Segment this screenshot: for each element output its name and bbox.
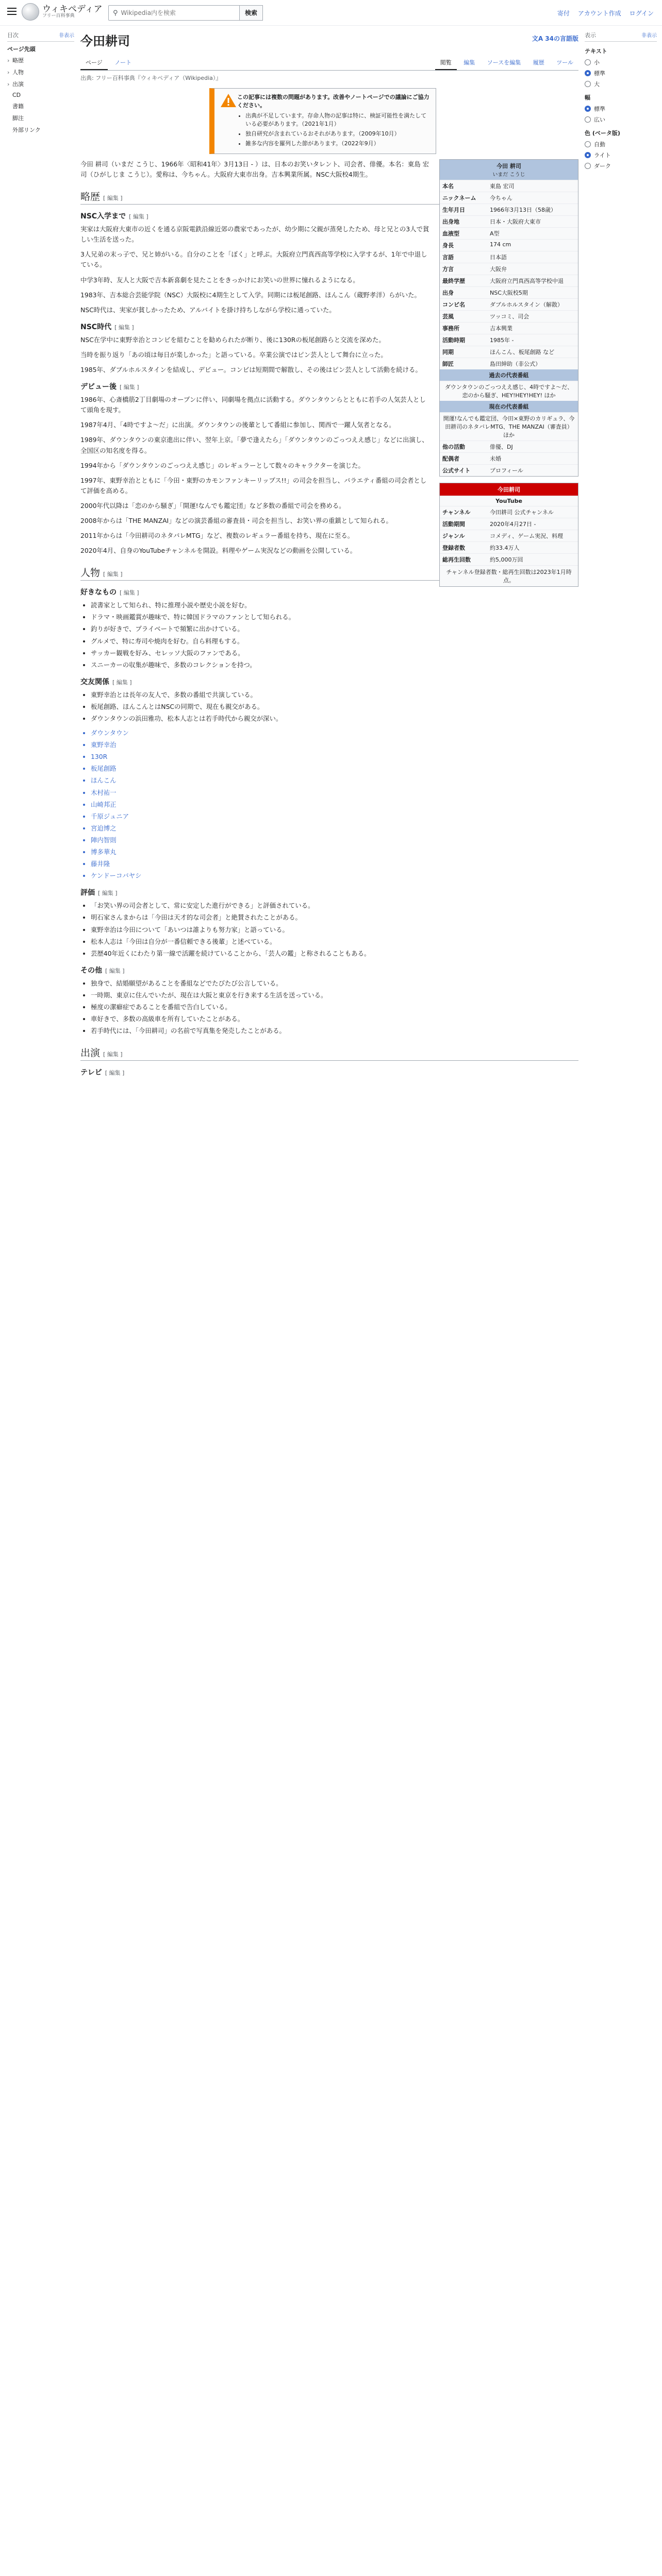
infobox-value: 大阪府立門真西高等学校中退 (490, 278, 564, 284)
youtube-key: 活動期間 (442, 521, 465, 528)
youtube-row (440, 506, 578, 518)
list-item: • 独身で、結婚願望があることを番組などでたびたび公言している。 (91, 978, 578, 989)
infobox-value: A型 (490, 230, 500, 237)
appearance-hide-button[interactable]: 非表示 (641, 33, 657, 39)
infobox-row (440, 334, 578, 346)
infobox (439, 159, 578, 477)
edit-link[interactable]: [ 編集 ] (103, 1051, 123, 1058)
edit-link[interactable]: [ 編集 ] (103, 195, 123, 202)
paragraph: 3人兄弟の末っ子で、兄と姉がいる。自分のことを「ぼく」と呼ぶ。大阪府立門真西高等学校に入学するが、1年で中退している。 (80, 250, 427, 269)
youtube-row (440, 541, 578, 553)
infobox-section-current: 現在の代表番組 (440, 401, 578, 412)
list-item: • サッカー観戦を好み、セレッソ大阪のファンである。 (91, 648, 578, 658)
friend-link[interactable]: • ダウンタウン (91, 728, 578, 738)
notice-title: この記事には複数の問題があります。改善やノートページでの議論にご協力ください。 (237, 94, 429, 109)
infobox-row (440, 275, 578, 286)
page-tabs (80, 55, 578, 71)
paragraph: 1986年、心斎橋筋2丁目劇場のオープンに伴い、同劇場を拠点に活動する。ダウンタウンらとともに若手の人気芸人として頭角を現す。 (80, 396, 426, 414)
infobox-key: 同期 (442, 349, 454, 355)
infobox-value: ツッコミ、司会 (490, 313, 529, 320)
lead-paragraph: 今田 耕司（いまだ こうじ、1966年〈昭和41年〉3月13日 - ）は、日本のお笑いタレント、司会者、俳優。本名：東島 宏司（ひがしじま こうじ）。愛称は、今ちゃん。大阪府大東市出身。吉本興業所属。NSC大阪校4期生。 (80, 160, 429, 179)
section-appearances: 出演 [ 編集 ] (80, 1045, 578, 1061)
friend-link[interactable]: • ケンドーコバヤシ (91, 871, 578, 881)
toc-hide-button[interactable]: 非表示 (59, 33, 74, 39)
infobox-key: 配偶者 (442, 455, 459, 462)
color-dark[interactable]: ダーク (585, 162, 657, 170)
infobox-value: 174 cm (490, 241, 511, 248)
infobox-key: 血液型 (442, 230, 459, 237)
infobox-key: 本名 (442, 183, 454, 190)
search-input[interactable] (120, 9, 234, 17)
infobox-row (440, 204, 578, 215)
friend-link[interactable]: • 山崎邦正 (91, 800, 578, 810)
tab-talk[interactable]: ノート (114, 59, 131, 66)
search-button[interactable]: 検索 (240, 5, 263, 21)
friend-link[interactable]: • 宮迫博之 (91, 823, 578, 834)
paragraph: 1994年から「ダウンタウンのごっつええ感じ」のレギュラーとして数々のキャラクターを演じた。 (80, 461, 365, 469)
login-link[interactable]: ログイン (629, 10, 654, 17)
paragraph: 当時を振り返り「あの頃は毎日が楽しかった」と語っている。卒業公演ではピン芸人として舞台に立った。 (80, 350, 387, 359)
list-item: • 読書家として知られ、特に推理小説や歴史小説を好む。 (91, 600, 578, 611)
paragraph: 1985年、ダブルホルスタインを結成し、デビュー。コンビは短期間で解散し、その後はピン芸人として活動を続ける。 (80, 366, 422, 374)
friend-link[interactable]: • 藤井隆 (91, 859, 578, 869)
chevron-right-icon[interactable]: › (7, 69, 10, 76)
youtube-infobox (439, 483, 578, 587)
list-item: • 釣りが好きで、プライベートで頻繁に出かけている。 (91, 624, 578, 634)
youtube-platform: YouTube (495, 498, 522, 504)
width-standard[interactable]: 標準 (585, 105, 657, 113)
infobox-value: プロフィール (490, 467, 523, 474)
wikipedia-globe-icon (22, 3, 39, 21)
edit-link[interactable]: [ 編集 ] (105, 1070, 125, 1077)
list-item: • 「お笑い界の司会者として、常に安定した進行ができる」と評価されている。 (91, 901, 578, 911)
infobox-key: 生年月日 (442, 207, 465, 213)
friend-link[interactable]: • 東野幸治 (91, 740, 578, 750)
youtube-title: 今田耕司 (440, 483, 578, 496)
paragraph: 実家は大阪府大東市の近くを通る京阪電鉄沿線近郊の農家であったが、幼少期に父親が蒸発したため、母と兄との3人で貧しい生活を送った。 (80, 225, 429, 244)
list-item: • 板尾創路、ほんこんとはNSCの同期で、現在も親交がある。 (91, 702, 578, 712)
logo-title: ウィキペディア (42, 4, 103, 14)
toc-item[interactable]: 脚注 (12, 115, 24, 122)
youtube-footnote: チャンネル登録者数・総再生回数は2023年1月時点。 (440, 565, 578, 586)
infobox-key: 言語 (442, 254, 454, 261)
user-links (551, 9, 654, 18)
infobox-key: 他の活動 (442, 444, 465, 450)
table-of-contents (7, 31, 74, 138)
appearance-heading: 表示 (585, 32, 596, 39)
youtube-value: コメディ、ゲーム実況、料理 (490, 533, 564, 539)
notice-item: • 出典が不足しています。存命人物の記事は特に、検証可能性を満たしている必要があります。（2021年1月） (245, 111, 431, 128)
section-friends: 交友関係 [ 編集 ] (80, 677, 132, 686)
paragraph: NSC時代は、実家が貧しかったため、アルバイトを掛け持ちしながら学校に通っていた。 (80, 306, 336, 314)
infobox-row (440, 251, 578, 263)
tab-read[interactable]: 閲覧 (435, 55, 457, 70)
infobox-row (440, 440, 578, 452)
infobox-value: 日本語 (490, 254, 507, 261)
toc-item[interactable]: › 出演 (7, 81, 24, 88)
edit-link[interactable]: [ 編集 ] (98, 890, 118, 897)
header (0, 0, 662, 26)
paragraph: 1989年、ダウンタウンの東京進出に伴い、翌年上京。「夢で逢えたら」「ダウンタウンのごっつええ感じ」などに出演し、全国区の知名度を得る。 (80, 436, 428, 454)
chevron-right-icon[interactable]: › (7, 57, 10, 64)
paragraph: 2000年代以降は「恋のから騒ぎ」「開運!なんでも鑑定団」など多数の番組で司会を務める。 (80, 501, 345, 510)
infobox-value: ダブルホルスタイン（解散） (490, 301, 564, 308)
section-nsc: NSC入学まで [ 編集 ] (80, 212, 148, 221)
tab-edit-source[interactable]: ソースを編集 (487, 59, 521, 66)
article (80, 31, 578, 1080)
infobox-row (440, 310, 578, 322)
edit-link[interactable]: [ 編集 ] (105, 967, 125, 974)
infobox-key: 師匠 (442, 361, 454, 367)
paragraph: 1997年、東野幸治とともに「今田・東野のカモンファンキーリップス!!」の司会を担当し、バラエティ番組の司会者として評価を高める。 (80, 476, 427, 495)
list-item: • 明石家さんまからは「今田は天才的な司会者」と絶賛されたことがある。 (91, 912, 578, 923)
infobox-row (440, 464, 578, 476)
infobox-row (440, 192, 578, 204)
friend-link[interactable]: • 陣内智則 (91, 835, 578, 845)
notice-item: • 雑多な内容を羅列した節があります。（2022年9月） (245, 139, 431, 147)
infobox-value: 吉本興業 (490, 325, 512, 332)
infobox-value: 俳優、DJ (490, 444, 513, 450)
infobox-value: 1966年3月13日（58歳） (490, 207, 556, 213)
infobox-row (440, 227, 578, 239)
section-person: 人物 [ 編集 ] (80, 565, 578, 581)
edit-link[interactable]: [ 編集 ] (129, 213, 148, 221)
infobox-row (440, 180, 578, 192)
appearance-panel (585, 31, 657, 173)
infobox-title: 今田 耕司 いまだ こうじ (440, 160, 578, 180)
paragraph: 2020年4月、自身のYouTubeチャンネルを開設。料理やゲーム実況などの動画を公開している。 (80, 547, 357, 555)
section-tv: テレビ [ 編集 ] (80, 1069, 125, 1077)
color-light[interactable]: ライト (585, 151, 657, 159)
section-history: 略歴 [ 編集 ] (80, 189, 578, 205)
infobox-row (440, 452, 578, 464)
chevron-right-icon[interactable]: › (7, 81, 10, 88)
infobox-key: 最終学歴 (442, 278, 465, 284)
friend-link[interactable]: • ほんこん (91, 775, 578, 786)
infobox-key: 公式サイト (442, 467, 471, 474)
infobox-value: 島田紳助（非公式） (490, 361, 541, 367)
site-subtitle: 出典: フリー百科事典『ウィキペディア（Wikipedia）』 (80, 75, 222, 81)
infobox-row (440, 286, 578, 298)
list-item: • 東野幸治とは長年の友人で、多数の番組で共演している。 (91, 690, 578, 700)
list-item: • グルメで、特に寿司や焼肉を好む。自ら料理もする。 (91, 636, 578, 647)
edit-link[interactable]: [ 編集 ] (103, 571, 123, 578)
friend-link[interactable]: • 博多華丸 (91, 847, 578, 857)
color-label: 色 (ベータ版) (585, 130, 620, 137)
infobox-row (440, 358, 578, 369)
infobox-value: NSC大阪校5期 (490, 290, 528, 296)
notice-item: • 独自研究が含まれているおそれがあります。（2009年10月） (245, 129, 431, 138)
youtube-value: 今田耕司 公式チャンネル (490, 509, 554, 516)
infobox-row (440, 346, 578, 358)
infobox-past-programs: ダウンタウンのごっつええ感じ、4時ですよ〜だ、恋のから騒ぎ、HEY!HEY!HEY! ほか (444, 384, 573, 399)
toc-item[interactable]: 外部リンク (12, 127, 41, 133)
infobox-row (440, 263, 578, 275)
infobox-key: 出身地 (442, 218, 459, 225)
infobox-row (440, 322, 578, 334)
site-logo[interactable] (22, 3, 103, 21)
warning-icon (220, 93, 237, 108)
width-wide[interactable]: 広い (585, 115, 657, 124)
list-item: • 極度の潔癖症であることを番組で告白している。 (91, 1002, 578, 1012)
list-item: • 芸歴40年近くにわたり第一線で活躍を続けていることから、「芸人の鑑」と称されることもある。 (91, 948, 578, 959)
toc-item[interactable]: CD (12, 92, 21, 98)
youtube-row (440, 518, 578, 530)
infobox-key: 事務所 (442, 325, 459, 332)
infobox-value: 未婚 (490, 455, 501, 462)
list-item: • 松本人志は「今田は自分が一番信頼できる後輩」と述べている。 (91, 937, 578, 947)
infobox-value: 今ちゃん (490, 195, 512, 201)
infobox-section-past: 過去の代表番組 (440, 369, 578, 381)
toc-item[interactable]: › 人物 (7, 69, 24, 76)
language-button[interactable]: 文A 34の言語版 (532, 35, 578, 42)
infobox-row (440, 215, 578, 227)
edit-link[interactable]: [ 編集 ] (120, 589, 139, 597)
list-item: • 車好きで、多数の高級車を所有していたことがある。 (91, 1014, 578, 1024)
infobox-row (440, 239, 578, 251)
infobox-row (440, 298, 578, 310)
list-item: • スニーカーの収集が趣味で、多数のコレクションを持つ。 (91, 660, 578, 670)
youtube-value: 約33.4万人 (490, 545, 520, 551)
text-size-large[interactable]: 大 (585, 80, 657, 88)
toc-top[interactable]: ページ先頭 (7, 46, 36, 53)
list-item: • 一時期、東京に住んでいたが、現在は大阪と東京を行き来する生活を送っている。 (91, 990, 578, 1001)
width-label: 幅 (585, 94, 590, 101)
section-other: その他 [ 編集 ] (80, 966, 125, 975)
infobox-key: 活動時期 (442, 337, 465, 344)
color-auto[interactable]: 自動 (585, 140, 657, 148)
toc-heading: 目次 (7, 32, 19, 39)
infobox-value: 東島 宏司 (490, 183, 515, 190)
infobox-key: 芸風 (442, 313, 454, 320)
infobox-value: ほんこん、板尾創路 など (490, 349, 555, 355)
paragraph: 中学3年時、友人と大阪で吉本新喜劇を見たことをきっかけにお笑いの世界に憧れるようになる。 (80, 276, 359, 284)
section-nsc-era: NSC時代 [ 編集 ] (80, 323, 134, 331)
tab-tools[interactable]: ツール (556, 59, 573, 66)
section-likes: 好きなもの [ 編集 ] (80, 588, 139, 597)
infobox-key: 身長 (442, 242, 454, 249)
text-size-standard[interactable]: 標準 (585, 69, 657, 77)
youtube-value: 約5,000万回 (490, 556, 523, 563)
search-form (108, 5, 263, 21)
edit-link[interactable]: [ 編集 ] (114, 324, 134, 331)
translate-icon: 文A (532, 35, 545, 42)
paragraph: 2008年からは「THE MANZAI」などの演芸番組の審査員・司会を担当し、お笑い界の重鎮として知られる。 (80, 516, 392, 524)
list-item: • ドラマ・映画鑑賞が趣味で、特に韓国ドラマのファンとして知られる。 (91, 612, 578, 622)
section-eval: 評価 [ 編集 ] (80, 889, 118, 897)
youtube-key: ジャンル (442, 533, 465, 539)
infobox-key: ニックネーム (442, 195, 476, 201)
infobox-key: 出身 (442, 290, 454, 296)
infobox-key: コンビ名 (442, 301, 465, 308)
main-menu-button[interactable] (7, 8, 16, 15)
youtube-row (440, 553, 578, 565)
youtube-row (440, 530, 578, 541)
donate-link[interactable]: 寄付 (557, 10, 570, 17)
friend-link[interactable]: • 板尾創路 (91, 764, 578, 774)
maintenance-notice (209, 88, 436, 154)
text-size-label: テキスト (585, 48, 607, 55)
text-size-small[interactable]: 小 (585, 58, 657, 66)
paragraph: 1983年、吉本総合芸能学院（NSC）大阪校に4期生として入学。同期には板尾創路、ほんこん（蔵野孝洋）らがいた。 (80, 291, 421, 299)
tab-edit[interactable]: 編集 (464, 59, 475, 66)
youtube-value: 2020年4月27日 - (490, 521, 536, 528)
edit-link[interactable]: [ 編集 ] (112, 679, 132, 686)
infobox-key: 方言 (442, 266, 454, 273)
list-item: • ダウンタウンの浜田雅功、松本人志とは若手時代から親交が深い。 (91, 714, 578, 724)
youtube-key: 総再生回数 (442, 556, 471, 563)
edit-link[interactable]: [ 編集 ] (120, 384, 139, 391)
tab-history[interactable]: 履歴 (533, 59, 544, 66)
section-debut: デビュー後 [ 編集 ] (80, 383, 139, 392)
infobox-current-programs: 開運!なんでも鑑定団、今田×東野のカリギュラ、今田耕司のネタバレMTG、THE MANZAI（審査員）ほか (443, 415, 575, 438)
tab-page[interactable]: ページ (80, 55, 108, 70)
youtube-key: チャンネル (442, 509, 471, 516)
friend-link[interactable]: • 千原ジュニア (91, 811, 578, 822)
toc-item[interactable]: › 略歴 (7, 57, 24, 64)
infobox-value: 日本・大阪府大東市 (490, 218, 541, 225)
list-item: • 若手時代には、「今田耕司」の名前で写真集を発売したことがある。 (91, 1026, 578, 1036)
infobox-value: 大阪弁 (490, 266, 507, 273)
youtube-key: 登録者数 (442, 545, 465, 551)
infobox-value: 1985年 - (490, 337, 514, 344)
paragraph: NSC在学中に東野幸治とコンビを組むことを勧められたが断り、後に130Rの板尾創路らと交流を深めた。 (80, 335, 385, 344)
toc-item[interactable]: 書籍 (12, 103, 24, 110)
search-icon: ⚲ (113, 9, 118, 17)
paragraph: 2011年からは「今田耕司のネタバレMTG」など、複数のレギュラー番組を持ち、現在に至る。 (80, 532, 354, 540)
create-account-link[interactable]: アカウント作成 (577, 10, 621, 17)
logo-subtitle: フリー百科事典 (42, 13, 75, 19)
friend-link[interactable]: • 130R (91, 752, 578, 762)
page-title: 今田耕司 (80, 33, 130, 48)
paragraph: 1987年4月、「4時ですよ〜だ」に出演。ダウンタウンの後輩として番組に参加し、関西で一躍人気者となる。 (80, 421, 395, 429)
friend-link[interactable]: • 木村祐一 (91, 788, 578, 798)
list-item: • 東野幸治は今田について「あいつは誰よりも努力家」と語っている。 (91, 925, 578, 935)
